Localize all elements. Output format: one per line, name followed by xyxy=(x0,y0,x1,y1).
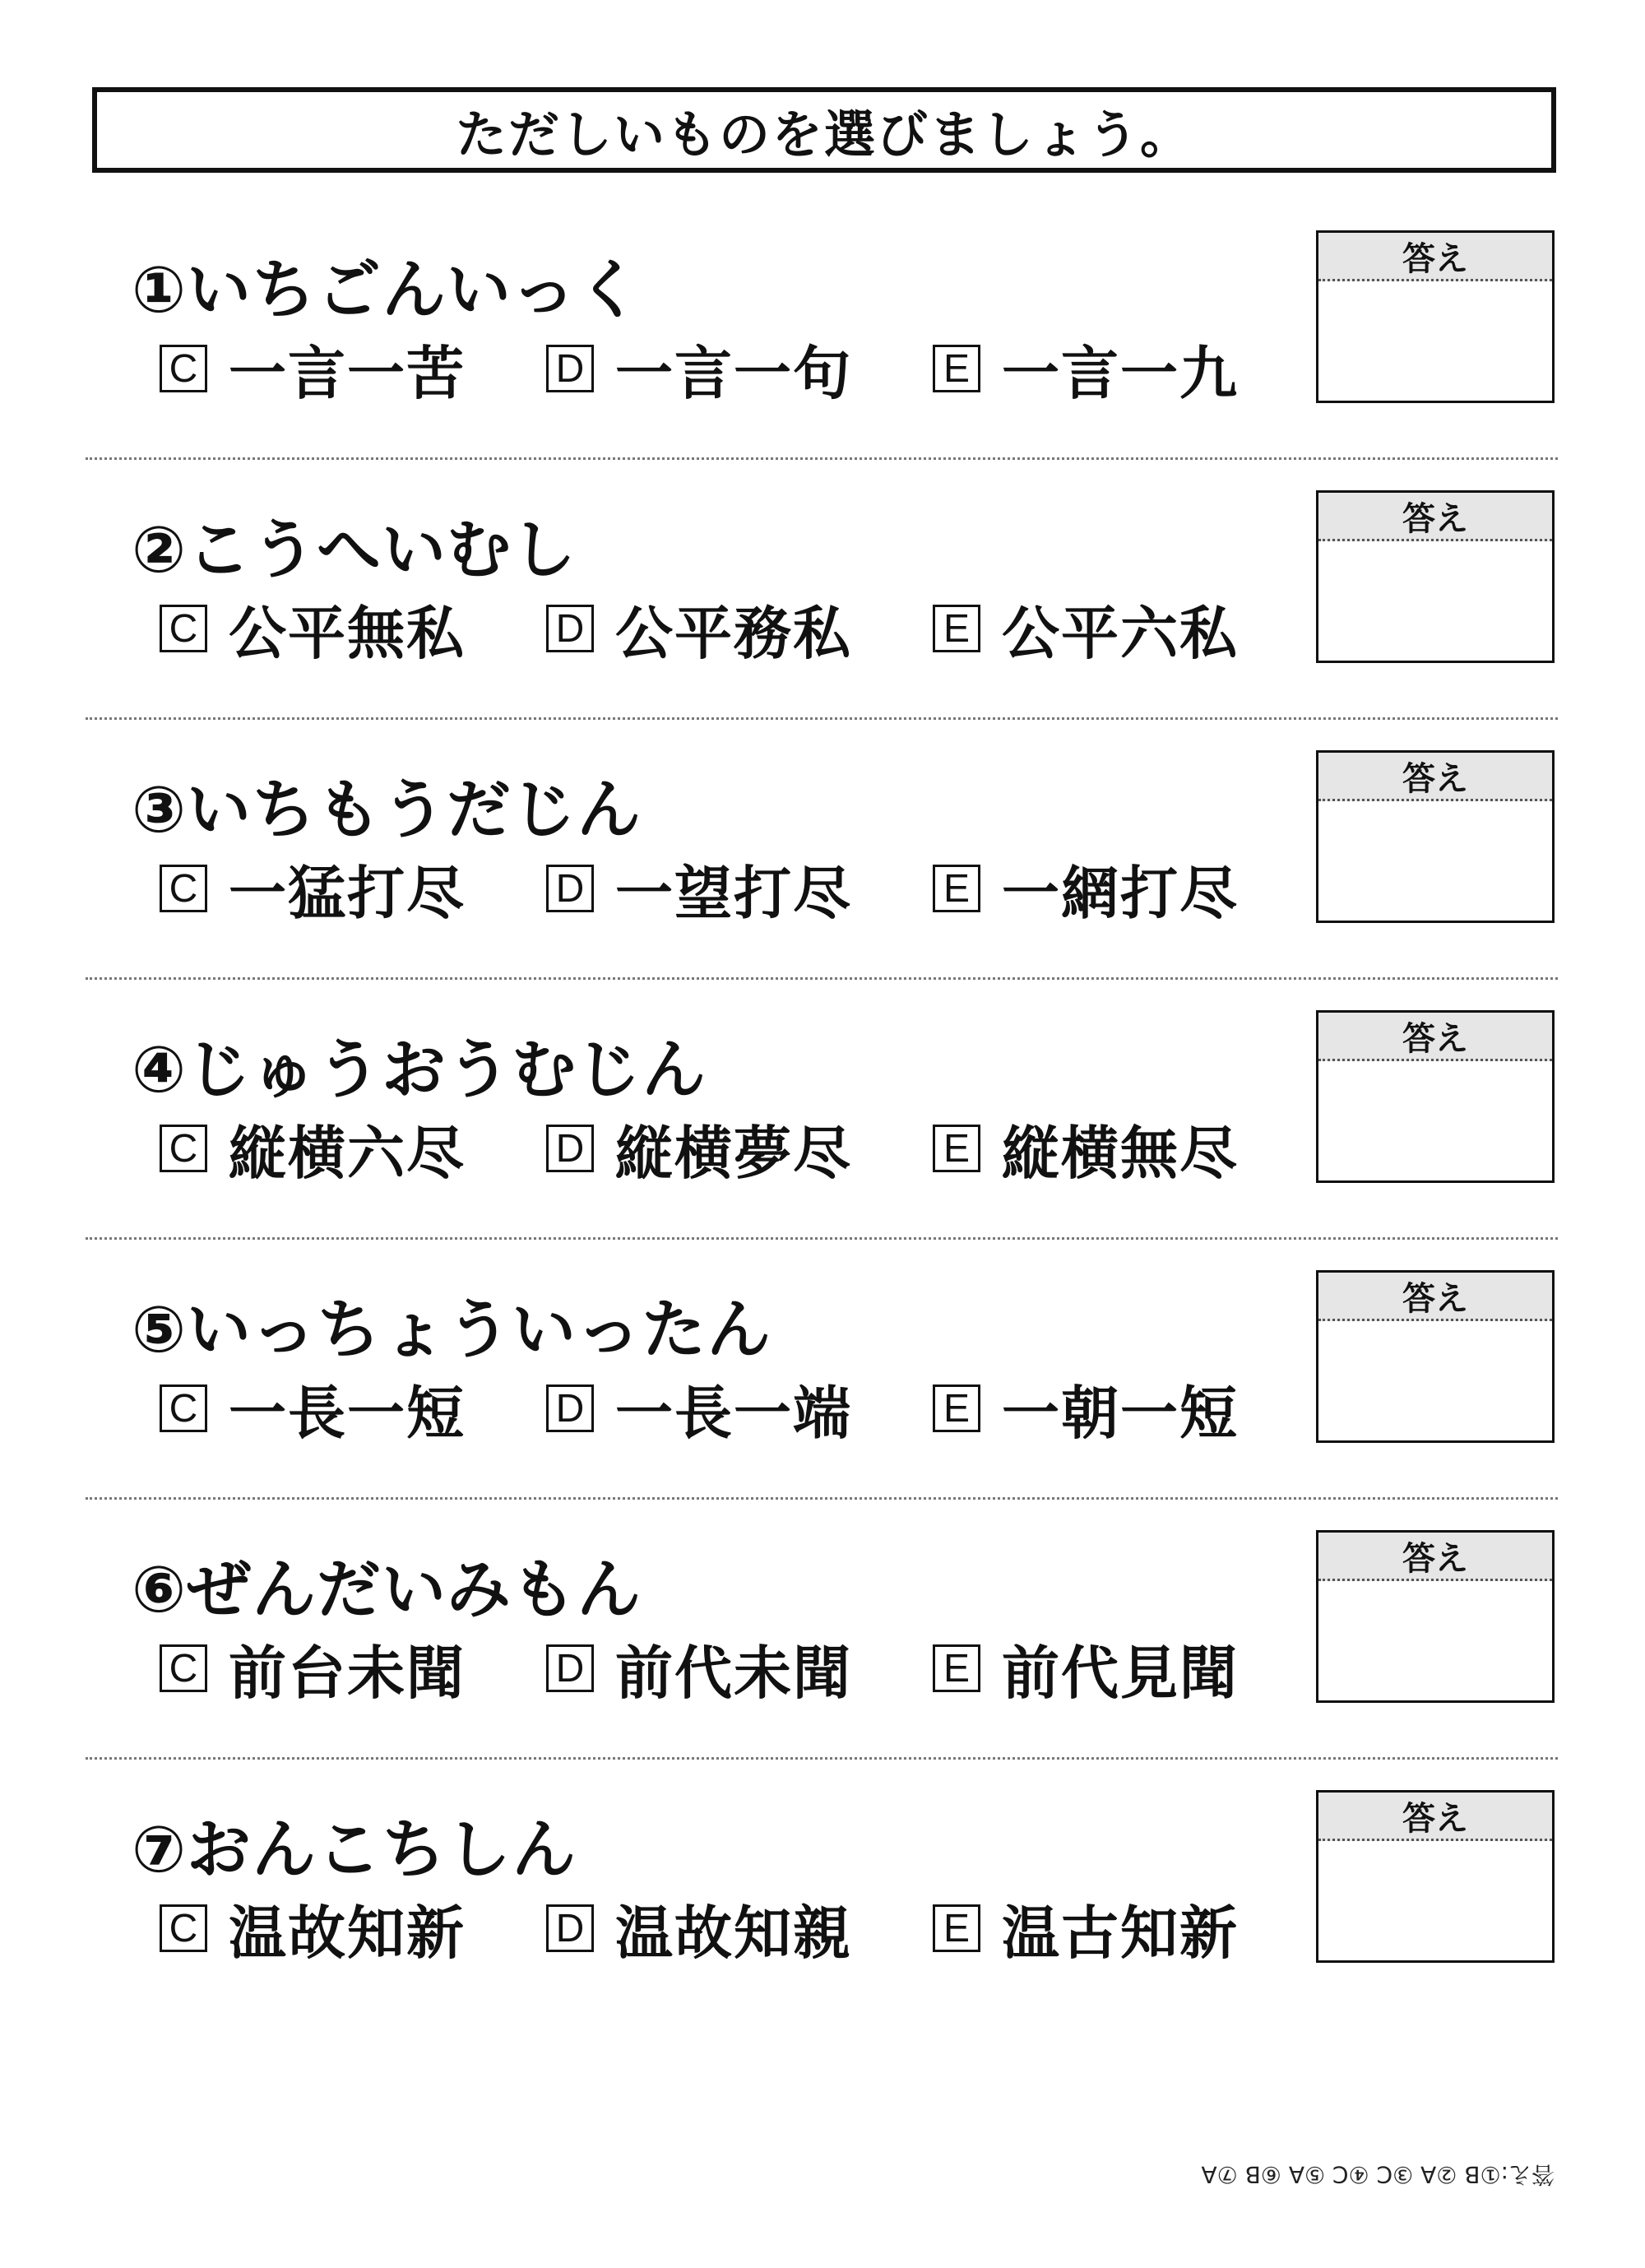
option-e[interactable] xyxy=(933,1635,1239,1707)
worksheet-title: ただしいものを選びましょう。 xyxy=(92,87,1556,173)
option-text: 一望打尽 xyxy=(615,859,852,927)
divider xyxy=(86,457,1558,460)
option-text: 縦横無尽 xyxy=(1002,1119,1239,1187)
option-text: 縦横六尽 xyxy=(229,1119,466,1187)
option-letter: D xyxy=(546,1644,594,1692)
option-text: 一朝一短 xyxy=(1002,1379,1239,1447)
option-letter: C xyxy=(160,865,207,912)
question-heading: ⑤いっちょういったん xyxy=(132,1293,772,1367)
option-e[interactable] xyxy=(933,1115,1239,1187)
option-letter: E xyxy=(933,1644,980,1692)
option-text: 一言一九 xyxy=(1002,339,1239,407)
question-4 xyxy=(0,1010,1645,1270)
option-letter: D xyxy=(546,1125,594,1172)
option-text: 一長一端 xyxy=(615,1379,852,1447)
option-c[interactable] xyxy=(160,1375,466,1447)
option-letter: C xyxy=(160,605,207,652)
answer-label: 答え xyxy=(1318,493,1552,541)
divider xyxy=(86,1237,1558,1240)
option-letter: E xyxy=(933,1384,980,1432)
question-heading: ②こうへいむし xyxy=(132,513,577,587)
question-heading: ⑥ぜんだいみもん xyxy=(132,1553,642,1627)
answer-label: 答え xyxy=(1318,1013,1552,1061)
option-letter: D xyxy=(546,345,594,392)
option-c[interactable] xyxy=(160,596,466,667)
option-c[interactable] xyxy=(160,336,466,407)
option-text: 温故知親 xyxy=(615,1899,852,1967)
option-letter: C xyxy=(160,1644,207,1692)
answer-box[interactable] xyxy=(1316,1530,1555,1703)
option-letter: C xyxy=(160,1904,207,1952)
option-text: 公平無私 xyxy=(229,599,466,667)
option-letter: E xyxy=(933,1125,980,1172)
option-d[interactable] xyxy=(546,1635,852,1707)
option-text: 前台未聞 xyxy=(229,1639,466,1707)
answer-box[interactable] xyxy=(1316,1270,1555,1443)
divider xyxy=(86,1497,1558,1500)
question-6 xyxy=(0,1530,1645,1790)
option-e[interactable] xyxy=(933,336,1239,407)
option-text: 縦横夢尽 xyxy=(615,1119,852,1187)
question-heading: ④じゅうおうむじん xyxy=(132,1033,707,1107)
option-text: 温故知新 xyxy=(229,1899,466,1967)
option-text: 温古知新 xyxy=(1002,1899,1239,1967)
question-heading: ⑦おんこちしん xyxy=(132,1813,577,1887)
option-letter: C xyxy=(160,1125,207,1172)
option-text: 一言一句 xyxy=(615,339,852,407)
answer-box[interactable] xyxy=(1316,230,1555,403)
answer-label: 答え xyxy=(1318,233,1552,281)
option-c[interactable] xyxy=(160,1895,466,1967)
option-letter: C xyxy=(160,345,207,392)
option-e[interactable] xyxy=(933,1895,1239,1967)
option-d[interactable] xyxy=(546,1115,852,1187)
question-5 xyxy=(0,1270,1645,1530)
divider xyxy=(86,977,1558,980)
option-letter: C xyxy=(160,1384,207,1432)
option-d[interactable] xyxy=(546,856,852,927)
option-c[interactable] xyxy=(160,856,466,927)
question-3 xyxy=(0,750,1645,1010)
option-c[interactable] xyxy=(160,1115,466,1187)
answer-label: 答え xyxy=(1318,1793,1552,1841)
option-e[interactable] xyxy=(933,1375,1239,1447)
option-text: 公平務私 xyxy=(615,599,852,667)
option-e[interactable] xyxy=(933,856,1239,927)
answer-key-upside-down: 答え:①B ②A ③C ④C ⑤A ⑥B ⑦A xyxy=(1201,2161,1555,2188)
question-heading: ③いちもうだじん xyxy=(132,773,642,847)
option-e[interactable] xyxy=(933,596,1239,667)
divider xyxy=(86,1757,1558,1760)
question-heading: ①いちごんいっく xyxy=(132,253,642,327)
option-d[interactable] xyxy=(546,596,852,667)
option-d[interactable] xyxy=(546,1375,852,1447)
question-1 xyxy=(0,230,1645,490)
option-d[interactable] xyxy=(546,1895,852,1967)
option-text: 一長一短 xyxy=(229,1379,466,1447)
option-text: 公平六私 xyxy=(1002,599,1239,667)
answer-box[interactable] xyxy=(1316,1010,1555,1183)
option-text: 前代見聞 xyxy=(1002,1639,1239,1707)
answer-box[interactable] xyxy=(1316,750,1555,923)
option-c[interactable] xyxy=(160,1635,466,1707)
option-letter: E xyxy=(933,865,980,912)
answer-box[interactable] xyxy=(1316,490,1555,663)
option-text: 一言一苦 xyxy=(229,339,466,407)
option-d[interactable] xyxy=(546,336,852,407)
option-letter: D xyxy=(546,1904,594,1952)
option-text: 一網打尽 xyxy=(1002,859,1239,927)
answer-label: 答え xyxy=(1318,1533,1552,1581)
option-letter: D xyxy=(546,865,594,912)
question-7 xyxy=(0,1790,1645,2050)
option-letter: E xyxy=(933,345,980,392)
option-letter: E xyxy=(933,1904,980,1952)
option-text: 一猛打尽 xyxy=(229,859,466,927)
answer-label: 答え xyxy=(1318,1273,1552,1321)
option-letter: D xyxy=(546,1384,594,1432)
option-letter: E xyxy=(933,605,980,652)
question-2 xyxy=(0,490,1645,750)
answer-label: 答え xyxy=(1318,753,1552,801)
option-letter: D xyxy=(546,605,594,652)
divider xyxy=(86,717,1558,720)
answer-box[interactable] xyxy=(1316,1790,1555,1963)
option-text: 前代未聞 xyxy=(615,1639,852,1707)
